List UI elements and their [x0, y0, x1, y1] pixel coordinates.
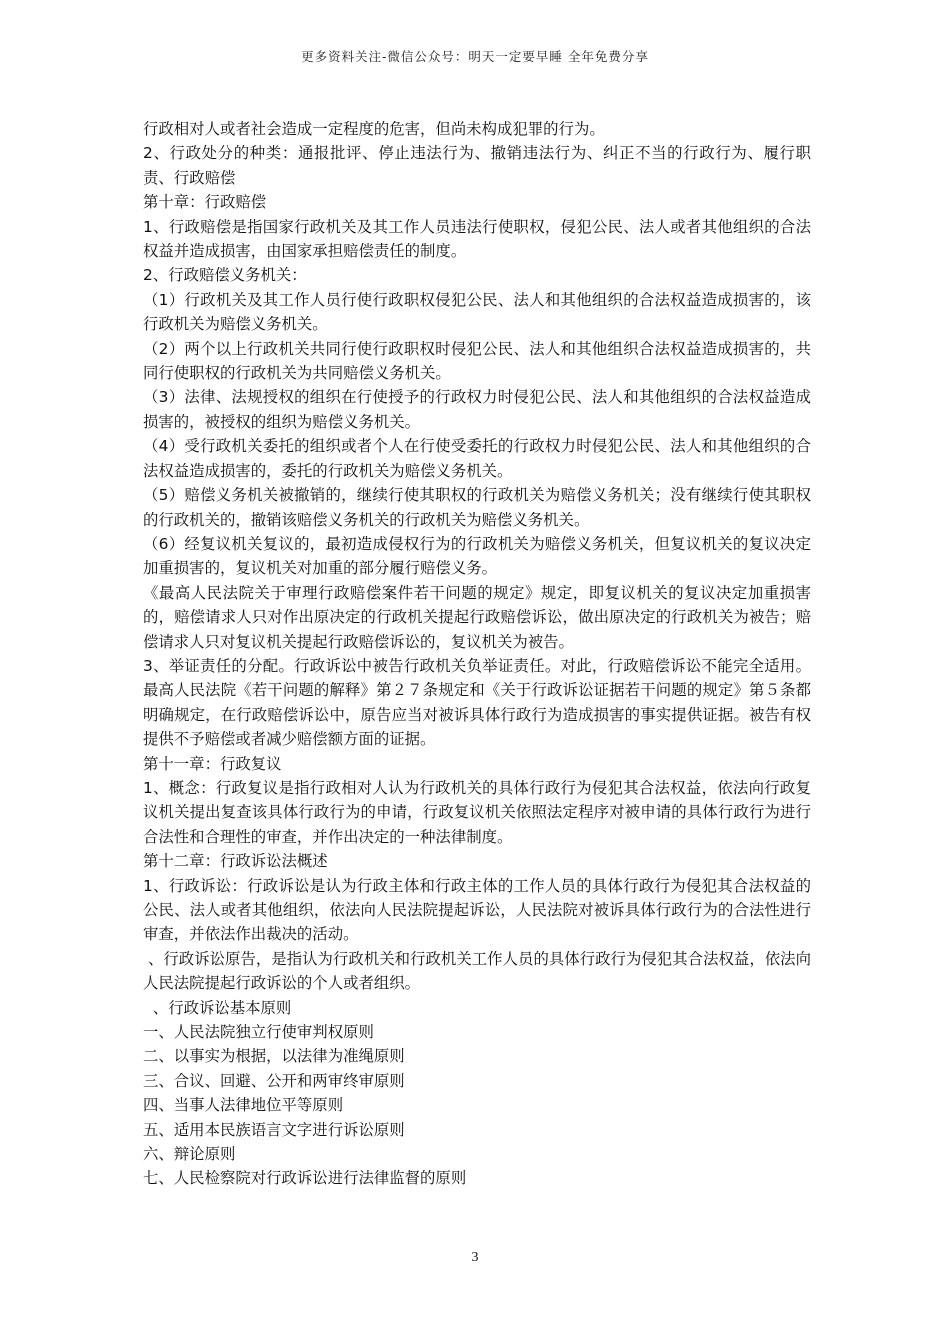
body-paragraph: （5）赔偿义务机关被撤销的，继续行使其职权的行政机关为赔偿义务机关；没有继续行使其职权的行政机关的，撤销该赔偿义务机关的行政机关为赔偿义务机关。 [143, 486, 811, 529]
body-paragraph: 《最高人民法院关于审理行政赔偿案件若干问题的规定》规定，即复议机关的复议决定加重损害的，赔偿请求人只对作出原决定的行政机关提起行政赔偿诉讼，做出原决定的行政机关为被告；赔偿请求人只对复议机关提起行政赔偿诉讼的，复议机关为被告。 [143, 583, 811, 651]
body-paragraph: 四、当事人法律地位平等原则 [143, 1096, 344, 1115]
body-paragraph: （4）受行政机关委托的组织或者个人在行使受委托的行政权力时侵犯公民、法人和其他组织的合法权益造成损害的，委托的行政机关为赔偿义务机关。 [143, 437, 811, 480]
body-paragraph: 五、适用本民族语言文字进行诉讼原则 [143, 1120, 405, 1139]
document-body [143, 117, 811, 1191]
body-paragraph: 、行政诉讼原告，是指认为行政机关和行政机关工作人员的具体行政行为侵犯其合法权益，依法向人民法院提起行政诉讼的个人或者组织。 [143, 949, 811, 993]
body-paragraph: （2）两个以上行政机关共同行使行政职权时侵犯公民、法人和其他组织合法权益造成损害的，共同行使职权的行政机关为共同赔偿义务机关。 [143, 339, 811, 383]
body-paragraph: 第十二章：行政诉讼法概述 [143, 852, 328, 871]
body-paragraph: 、行政诉讼基本原则 [143, 998, 292, 1017]
body-paragraph: 1、行政赔偿是指国家行政机关及其工作人员违法行使职权，侵犯公民、法人或者其他组织的合法权益并造成损害，由国家承担赔偿责任的制度。 [143, 217, 811, 261]
body-paragraph: 第十章：行政赔偿 [143, 193, 267, 212]
body-paragraph: 行政相对人或者社会造成一定程度的危害，但尚未构成犯罪的行为。 [143, 120, 605, 138]
body-paragraph: 一、人民法院独立行使审判权原则 [143, 1023, 374, 1042]
body-paragraph: 二、以事实为根据，以法律为准绳原则 [143, 1047, 405, 1066]
body-paragraph: 六、辩论原则 [143, 1145, 236, 1164]
body-paragraph: 三、合议、回避、公开和两审终审原则 [143, 1071, 405, 1090]
page-header: 更多资料关注-微信公众号：明天一定要早睡 全年免费分享 [301, 49, 649, 64]
body-paragraph: 2、行政处分的种类：通报批评、停止违法行为、撤销违法行为、纠正不当的行政行为、履行职责、行政赔偿 [143, 144, 811, 187]
body-paragraph: 2、行政赔偿义务机关： [143, 266, 307, 285]
page-number: 3 [471, 1250, 479, 1265]
body-paragraph: 1、行政诉讼：行政诉讼是认为行政主体和行政主体的工作人员的具体行政行为侵犯其合法权益的公民、法人或者其他组织，依法向人民法院提起诉讼，人民法院对被诉具体行政行为的合法性进行审查，并依法作出裁决的活动。 [143, 876, 811, 944]
body-paragraph: 1、概念：行政复议是指行政相对人认为行政机关的具体行政行为侵犯其合法权益，依法向行政复议机关提出复查该具体行政行为的申请，行政复议机关依照法定程序对被申请的具体行政行为进行合法性和合理性的审查，并作出决定的一种法律制度。 [143, 778, 811, 846]
body-paragraph: 第十一章：行政复议 [143, 754, 282, 773]
body-paragraph: 3、举证责任的分配。行政诉讼中被告行政机关负举证责任。对此，行政赔偿诉讼不能完全适用。最高人民法院《若干问题的解释》第２７条规定和《关于行政诉讼证据若干问题的规定》第５条都明确规定，在行政赔偿诉讼中，原告应当对被诉具体行政行为造成损害的事实提供证据。被告有权提供不予赔偿或者减少赔偿额方面的证据。 [143, 656, 811, 749]
body-paragraph: （6）经复议机关复议的，最初造成侵权行为的行政机关为赔偿义务机关，但复议机关的复议决定加重损害的，复议机关对加重的部分履行赔偿义务。 [143, 534, 811, 578]
body-paragraph: 七、人民检察院对行政诉讼进行法律监督的原则 [143, 1169, 467, 1188]
body-paragraph: （1）行政机关及其工作人员行使行政职权侵犯公民、法人和其他组织的合法权益造成损害的，该行政机关为赔偿义务机关。 [143, 290, 811, 334]
body-paragraph: （3）法律、法规授权的组织在行使授予的行政权力时侵犯公民、法人和其他组织的合法权益造成损害的，被授权的组织为赔偿义务机关。 [143, 388, 811, 431]
